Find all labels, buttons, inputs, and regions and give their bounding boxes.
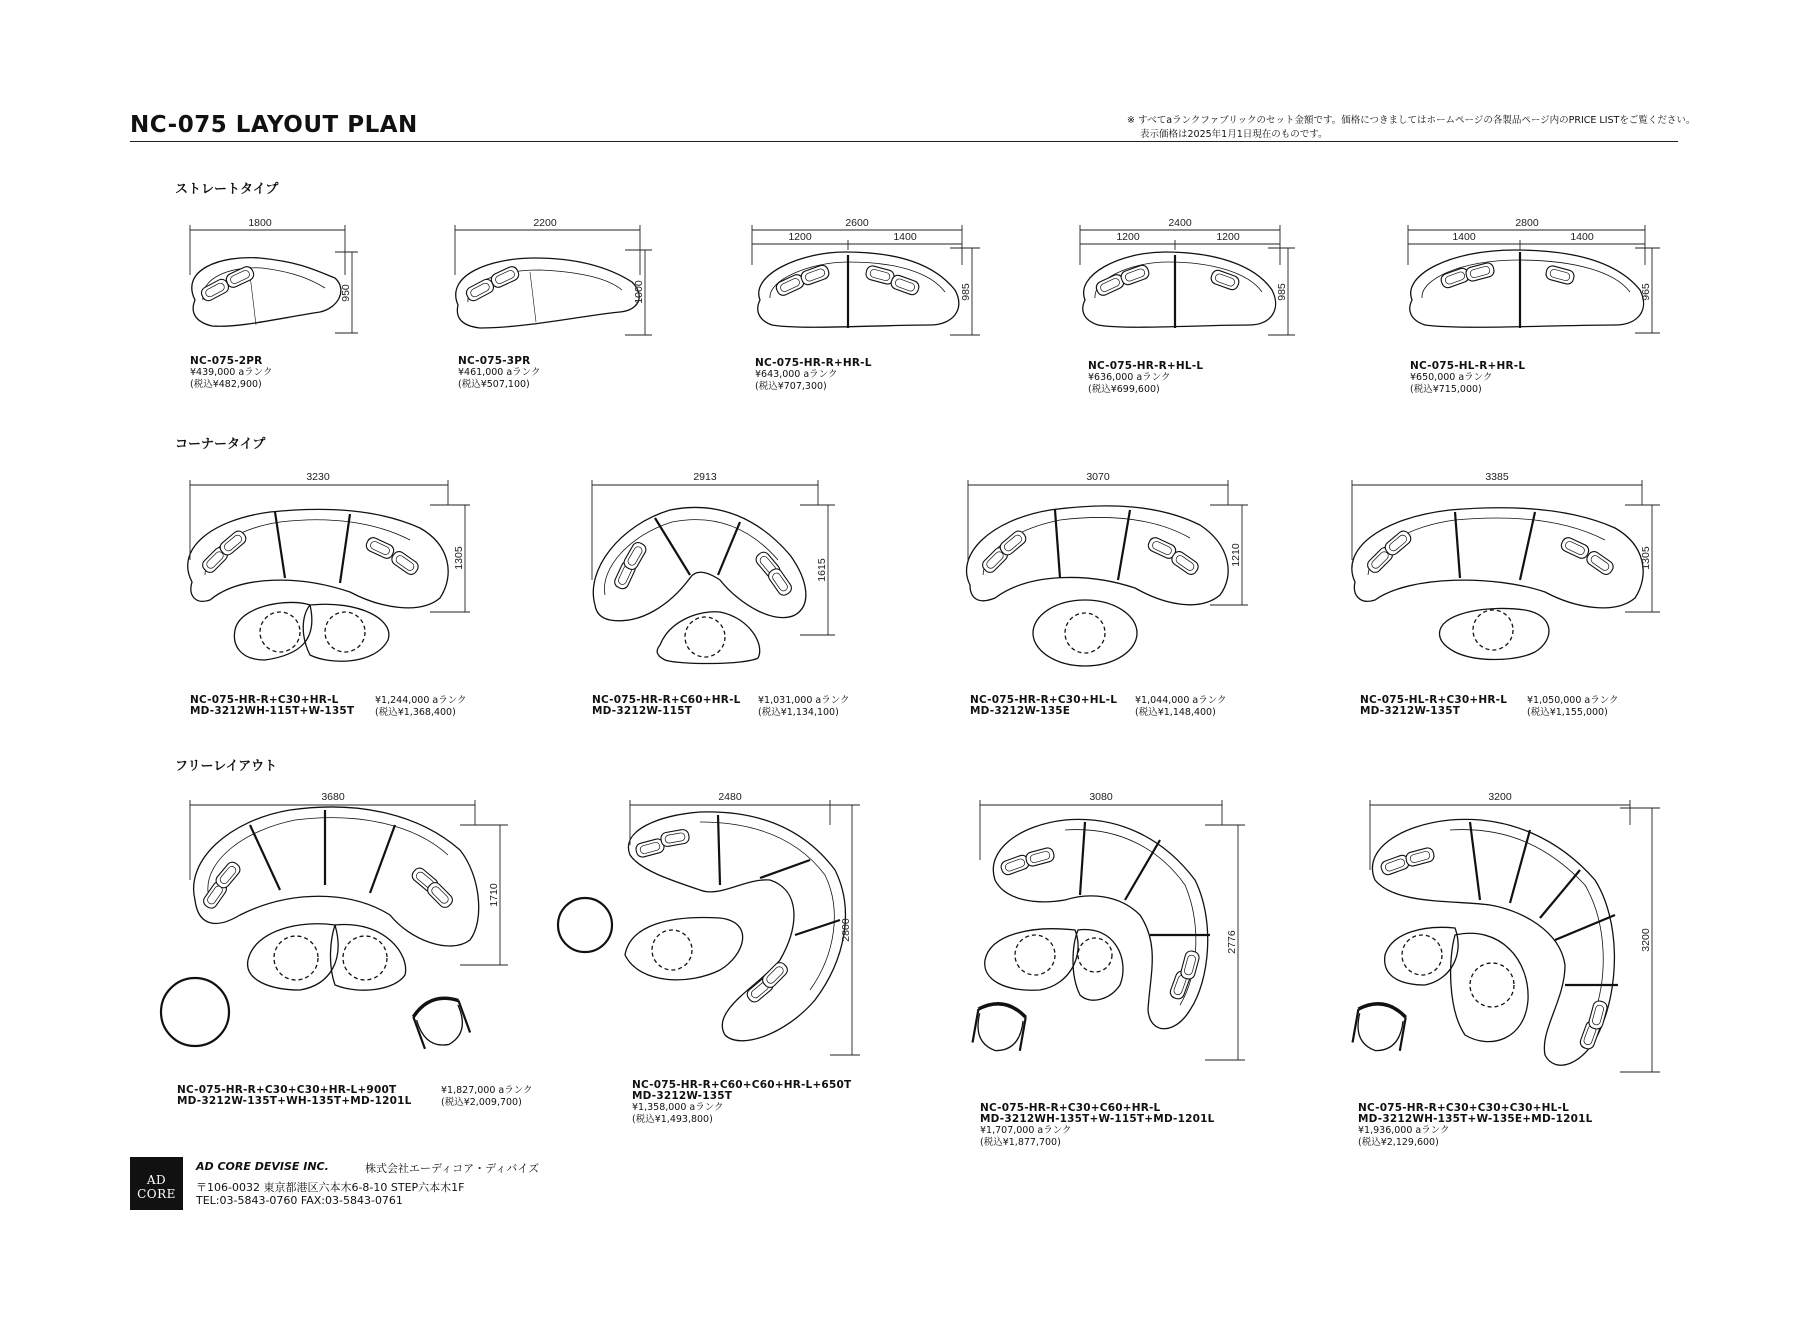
dim-straight-3-seg1: 1200 <box>788 231 812 243</box>
section-title-free: フリーレイアウト <box>175 759 278 774</box>
plan-free-1 <box>161 807 479 1053</box>
dim-free-4-width: 3200 <box>1488 791 1512 803</box>
product-price-tax: (税込¥1,155,000) <box>1527 707 1608 718</box>
plan-free-2 <box>558 812 845 1041</box>
dim-straight-2-depth: 1000 <box>633 280 645 304</box>
caption-free-2 <box>632 1080 851 1126</box>
product-price: ¥643,000 aランク <box>755 369 838 380</box>
dim-corner-2-width: 2913 <box>693 471 717 483</box>
product-price-tax: (税込¥707,300) <box>755 381 827 392</box>
plan-free-3 <box>972 819 1210 1054</box>
product-code: NC-075-HR-R+C60+HR-L <box>592 694 741 706</box>
price-corner-2 <box>758 695 850 719</box>
caption-corner-2 <box>592 695 741 717</box>
dim-straight-2-width: 2200 <box>533 217 557 229</box>
caption-free-4 <box>1358 1103 1593 1149</box>
product-price-tax: (税込¥2,129,600) <box>1358 1137 1439 1148</box>
table-code: MD-3212WH-115T+W-135T <box>190 705 355 717</box>
dim-straight-5-seg1: 1400 <box>1452 231 1476 243</box>
caption-straight-2 <box>458 356 540 391</box>
plan-straight-3 <box>758 252 959 328</box>
price-corner-4 <box>1527 695 1619 719</box>
product-code: NC-075-HR-R+HL-L <box>1088 360 1204 372</box>
plan-corner-1 <box>188 509 448 661</box>
company-name-jp: 株式会社エーディコア・ディバイズ <box>365 1162 540 1175</box>
dim-free-3-depth: 2776 <box>1226 930 1238 954</box>
section-title-straight: ストレートタイプ <box>175 182 279 197</box>
plan-straight-1 <box>192 258 341 327</box>
dim-straight-5-width: 2800 <box>1515 217 1539 229</box>
product-code: NC-075-HR-R+C30+C60+HR-L <box>980 1102 1161 1114</box>
product-price: ¥650,000 aランク <box>1410 372 1493 383</box>
product-price-tax: (税込¥1,493,800) <box>632 1114 713 1125</box>
plan-straight-5 <box>1410 250 1644 328</box>
product-price-tax: (税込¥699,600) <box>1088 384 1160 395</box>
price-corner-3 <box>1135 695 1227 719</box>
product-price-tax: (税込¥1,877,700) <box>980 1137 1061 1148</box>
logo-text: AD CORE <box>137 1173 176 1201</box>
product-code: NC-075-HR-R+C30+C30+HR-L+900T <box>177 1084 397 1096</box>
product-price-tax: (税込¥715,000) <box>1410 384 1482 395</box>
dim-free-1-width: 3680 <box>321 791 345 803</box>
product-price-tax: (税込¥2,009,700) <box>441 1097 522 1108</box>
product-code: NC-075-HR-R+C30+C30+C30+HL-L <box>1358 1102 1569 1114</box>
product-price-tax: (税込¥1,148,400) <box>1135 707 1216 718</box>
dim-corner-1-depth: 1305 <box>453 546 465 570</box>
product-price: ¥1,044,000 aランク <box>1135 695 1227 706</box>
product-price: ¥1,244,000 aランク <box>375 695 467 706</box>
table-code: MD-3212W-135T <box>1360 705 1461 717</box>
product-price-tax: (税込¥507,100) <box>458 379 530 390</box>
caption-straight-5 <box>1410 361 1525 396</box>
product-price: ¥1,358,000 aランク <box>632 1102 724 1113</box>
dim-corner-3-width: 3070 <box>1086 471 1110 483</box>
table-code: MD-3212WH-135T+W-115T+MD-1201L <box>980 1113 1215 1125</box>
dim-straight-1-width: 1800 <box>248 217 272 229</box>
table-code: MD-3212W-115T <box>592 705 693 717</box>
product-price: ¥636,000 aランク <box>1088 372 1171 383</box>
plan-straight-4 <box>1083 252 1276 328</box>
product-price-tax: (税込¥1,368,400) <box>375 707 456 718</box>
plan-free-4 <box>1352 819 1618 1065</box>
product-price: ¥1,936,000 aランク <box>1358 1125 1450 1136</box>
section-title-corner: コーナータイプ <box>175 437 266 452</box>
dim-straight-4-seg1: 1200 <box>1116 231 1140 243</box>
dim-free-4-depth: 3200 <box>1640 928 1652 952</box>
price-note: ※ すべてaランクファブリックのセット金額です。価格につきましてはホームページの各製品ページ内のPRICE LISTをご覧ください。 <box>1127 115 1696 126</box>
company-phone: TEL:03-5843-0760 FAX:03-5843-0761 <box>196 1194 403 1207</box>
dim-free-2-depth: 2800 <box>840 918 852 942</box>
product-code: NC-075-HR-R+C60+C60+HR-L+650T <box>632 1079 852 1091</box>
dim-free-3-width: 3080 <box>1089 791 1113 803</box>
plan-corner-2 <box>593 507 806 663</box>
product-price: ¥1,827,000 aランク <box>441 1085 533 1096</box>
product-code: NC-075-HR-R+C30+HR-L <box>190 694 339 706</box>
dim-straight-5-depth: 965 <box>1640 283 1652 301</box>
dim-corner-3-depth: 1210 <box>1230 543 1242 567</box>
dim-free-2-width: 2480 <box>718 791 742 803</box>
dim-straight-4-depth: 985 <box>1276 283 1288 301</box>
dim-corner-2-depth: 1615 <box>816 558 828 582</box>
caption-corner-3 <box>970 695 1117 717</box>
product-price: ¥1,031,000 aランク <box>758 695 850 706</box>
dim-straight-3-seg2: 1400 <box>893 231 917 243</box>
caption-free-1 <box>177 1085 412 1107</box>
price-free-1 <box>441 1085 533 1109</box>
product-price: ¥461,000 aランク <box>458 367 541 378</box>
caption-straight-1 <box>190 356 272 391</box>
table-code: MD-3212W-135E <box>970 705 1071 717</box>
dim-straight-3-width: 2600 <box>845 217 869 229</box>
product-price-tax: (税込¥1,134,100) <box>758 707 839 718</box>
plan-straight-2 <box>456 258 639 328</box>
table-code: MD-3212W-135T <box>632 1090 733 1102</box>
dim-straight-4-seg2: 1200 <box>1216 231 1240 243</box>
dim-straight-4-width: 2400 <box>1168 217 1192 229</box>
price-date-note: 表示価格は2025年1月1日現在のものです。 <box>1140 129 1328 140</box>
company-address: 〒106-0032 東京都港区六本木6-8-10 STEP六本木1F <box>196 1181 465 1194</box>
plan-corner-3 <box>967 506 1229 666</box>
product-price-tax: (税込¥482,900) <box>190 379 262 390</box>
product-code: NC-075-HL-R+C30+HR-L <box>1360 694 1508 706</box>
caption-corner-1 <box>190 695 354 717</box>
product-code: NC-075-3PR <box>458 355 531 367</box>
page-title: NC-075 LAYOUT PLAN <box>130 112 418 138</box>
caption-corner-4 <box>1360 695 1507 717</box>
product-price: ¥1,707,000 aランク <box>980 1125 1072 1136</box>
table-code: MD-3212W-135T+WH-135T+MD-1201L <box>177 1095 412 1107</box>
product-code: NC-075-HL-R+HR-L <box>1410 360 1526 372</box>
table-code: MD-3212WH-135T+W-135E+MD-1201L <box>1358 1113 1593 1125</box>
dim-free-1-depth: 1710 <box>488 883 500 907</box>
caption-straight-3 <box>755 358 872 393</box>
caption-free-3 <box>980 1103 1215 1149</box>
company-name: AD CORE DEVISE INC. <box>196 1160 329 1173</box>
product-price: ¥1,050,000 aランク <box>1527 695 1619 706</box>
plan-corner-4 <box>1352 508 1643 660</box>
product-code: NC-075-2PR <box>190 355 263 367</box>
dim-straight-1-depth: 950 <box>340 284 352 302</box>
product-code: NC-075-HR-R+C30+HL-L <box>970 694 1118 706</box>
caption-straight-4 <box>1088 361 1203 396</box>
dim-straight-5-seg2: 1400 <box>1570 231 1594 243</box>
company-logo <box>130 1157 183 1210</box>
dim-corner-1-width: 3230 <box>306 471 330 483</box>
product-code: NC-075-HR-R+HR-L <box>755 357 872 369</box>
dim-corner-4-width: 3385 <box>1485 471 1509 483</box>
dim-corner-4-depth: 1305 <box>1640 546 1652 570</box>
price-corner-1 <box>375 695 467 719</box>
product-price: ¥439,000 aランク <box>190 367 273 378</box>
dim-straight-3-depth: 985 <box>960 283 972 301</box>
